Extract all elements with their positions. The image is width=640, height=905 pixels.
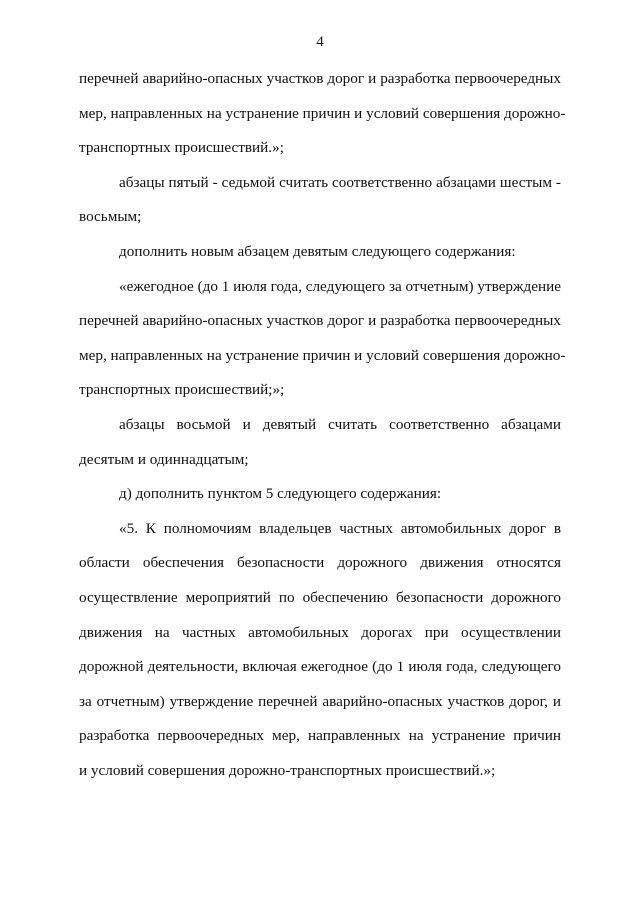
text-line: абзацы восьмой и девятый считать соответственно абзацами [119, 415, 561, 433]
text-line: дополнить новым абзацем девятым следующего содержания: [119, 242, 516, 260]
text-line: движения на частных автомобильных дорогах при осуществлении [79, 623, 561, 641]
text-line: мер, направленных на устранение причин и условий совершения дорожно- [79, 104, 566, 122]
text-line: перечней аварийно-опасных участков дорог и разработка первоочередных [79, 70, 561, 87]
text-line: и условий совершения дорожно-транспортных происшествий.»; [79, 761, 496, 779]
text-line: дорожной деятельности, включая ежегодное (до 1 июля года, следующего [79, 658, 561, 676]
paragraph-2 [79, 166, 561, 235]
text-line: за отчетным) утверждение перечней аварийно-опасных участков дорог, и [79, 692, 561, 710]
document-body [79, 62, 566, 788]
text-line: транспортных происшествий.»; [79, 139, 284, 157]
text-line: мер, направленных на устранение причин и условий совершения дорожно- [79, 346, 566, 364]
text-line: «5. К полномочиям владельцев частных автомобильных дорог в [119, 519, 561, 537]
paragraph-4 [79, 270, 566, 408]
text-line: «ежегодное (до 1 июля года, следующего за отчетным) утверждение [119, 277, 561, 295]
text-line: перечней аварийно-опасных участков дорог и разработка первоочередных [79, 312, 561, 330]
paragraph-6 [79, 477, 561, 512]
text-line: восьмым; [79, 208, 142, 226]
page-number: 4 [316, 34, 324, 50]
paragraph-1 [79, 62, 566, 166]
text-line: д) дополнить пунктом 5 следующего содержания: [119, 485, 442, 503]
text-line: десятым и одиннадцатым; [79, 450, 249, 468]
paragraph-5 [79, 408, 561, 477]
text-line: транспортных происшествий;»; [79, 381, 285, 399]
paragraph-3 [79, 235, 561, 270]
paragraph-7 [79, 512, 561, 789]
text-line: осуществление мероприятий по обеспечению безопасности дорожного [79, 588, 561, 606]
text-line: разработка первоочередных мер, направленных на устранение причин [79, 727, 561, 745]
text-line: области обеспечения безопасности дорожного движения относятся [79, 554, 561, 572]
text-line: абзацы пятый - седьмой считать соответственно абзацами шестым - [119, 173, 561, 191]
